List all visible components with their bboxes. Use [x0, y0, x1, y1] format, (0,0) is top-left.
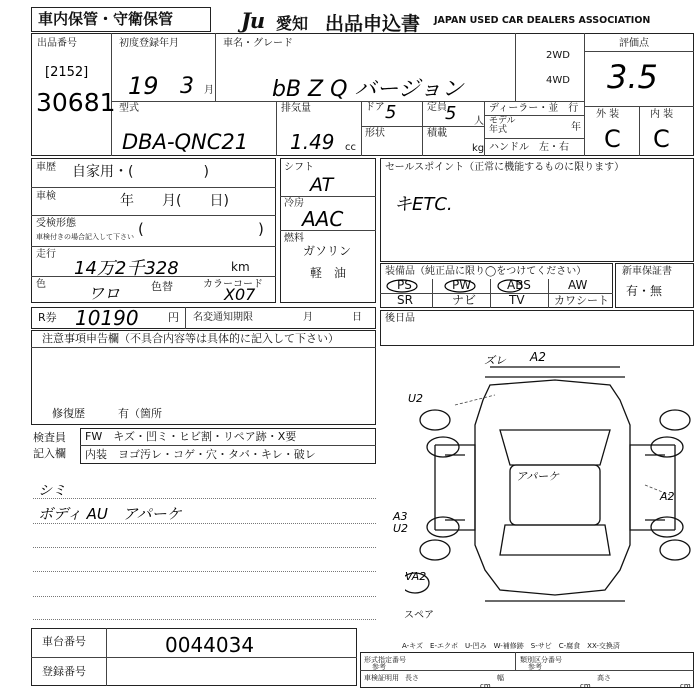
history-value: 自家用・( ) — [72, 164, 209, 180]
installed-label: 後日品 — [385, 313, 415, 324]
form-title: 出品申込書 — [325, 13, 421, 35]
divider — [31, 276, 276, 277]
width-label: 幅 — [497, 674, 504, 682]
equip-pw: PW — [452, 278, 472, 292]
comment-line — [33, 547, 376, 548]
inspection-value: 年 月( 日) — [120, 193, 229, 209]
comment-line — [33, 596, 376, 597]
chassis-label: 車台番号 — [42, 635, 86, 648]
doors-label: ドア — [365, 102, 385, 113]
divider — [280, 196, 376, 197]
repair-value: 有（箇所 — [118, 407, 162, 420]
displacement-unit: cc — [345, 142, 356, 153]
divider — [422, 101, 423, 156]
displacement-label: 排気量 — [281, 103, 311, 114]
fuel-gasoline: ガソリン — [303, 244, 352, 258]
month-unit: 月 — [204, 85, 214, 96]
inspector-row-2: 内装 ヨゴ汚レ・コゲ・穴・タバ・キレ・破レ — [85, 448, 316, 461]
damage-legend: A-キズ E-エクボ U-凹み W-補修跡 S-サビ C-腐食 XX-交換済 — [402, 642, 620, 650]
spare-label: スペア — [404, 610, 434, 621]
divider — [31, 215, 276, 216]
equipment-grid — [380, 279, 613, 308]
reception-note: 車検付きの場合記入して下さい — [36, 233, 134, 241]
certificate-label: 車検証明用 — [364, 674, 399, 682]
color-code-label: カラーコード — [203, 279, 263, 290]
capacity-label: 定員 — [427, 102, 447, 113]
divider — [80, 445, 376, 446]
lot-small-number: [2152] — [45, 65, 89, 80]
damage-mark-left-3: U2 — [393, 522, 409, 535]
divider — [111, 101, 584, 102]
equipment-label: 装備品（純正品に限り◯をつけてください） — [385, 266, 587, 277]
damage-mark-top-1: ズレ — [484, 354, 506, 367]
registration-number-label: 登録番号 — [42, 665, 86, 678]
lot-number: 30681 — [36, 88, 116, 117]
recycle-value: 10190 — [75, 306, 139, 330]
divider — [584, 51, 694, 52]
selling-points-label: セールスポイント（正常に機能するものに限ります） — [385, 162, 625, 173]
recycle-label: R券 — [38, 311, 57, 324]
inspector-comment-1: シミ — [38, 483, 66, 499]
interior-grade: C — [653, 125, 670, 153]
category-label: 類別区分番号 — [520, 656, 562, 664]
height-unit: cm — [680, 682, 691, 690]
height-label: 高さ — [597, 674, 611, 682]
color-label: 色 — [36, 279, 46, 290]
equip-aw: AW — [568, 278, 588, 292]
equip-tv: TV — [509, 293, 525, 307]
inspector-label-1: 検査員 — [33, 431, 66, 444]
damage-mark-rear: VA2 — [405, 570, 427, 583]
cert-label: 形式指定番号 — [364, 656, 406, 664]
lot-label: 出品番号 — [37, 38, 77, 49]
notes-label: 注意事項申告欄（不具合内容等は具体的に記入して下さい） — [42, 332, 339, 345]
recycle-unit: 円 — [168, 311, 179, 324]
length-unit: cm — [480, 682, 491, 690]
warranty-options: 有・無 — [626, 284, 663, 298]
model-year-label: モデル 年式 — [489, 116, 516, 135]
installed-block — [380, 310, 694, 346]
ju-logo: Ju — [241, 8, 265, 33]
logo-region: 愛知 — [276, 14, 309, 33]
comment-line — [33, 523, 376, 524]
divider — [361, 101, 362, 156]
reception-label: 受検形態 — [36, 218, 76, 229]
inspection-label: 車検 — [36, 191, 56, 202]
divider — [639, 106, 640, 156]
drive-2wd: 2WD — [546, 50, 570, 61]
fuel-diesel: 軽 油 — [310, 266, 347, 280]
divider — [515, 33, 516, 101]
damage-mark-right: A2 — [660, 490, 675, 503]
divider — [31, 246, 276, 247]
repair-label: 修復歴 — [52, 407, 85, 420]
interior-label: 内 装 — [650, 109, 674, 120]
inspector-row-1: FW キズ・凹ミ・ヒビ割・リペア跡・X要 — [85, 430, 297, 443]
registration-year: 19 — [128, 72, 159, 100]
registration-month: 3 — [180, 74, 194, 99]
drive-4wd: 4WD — [546, 75, 570, 86]
type-label: 型式 — [119, 103, 139, 114]
exterior-label: 外 装 — [596, 109, 620, 120]
warranty-label: 新車保証書 — [622, 266, 672, 277]
mileage-unit: km — [231, 260, 250, 274]
registration-label: 初度登録年月 — [119, 38, 179, 49]
equip-abs: ABS — [507, 278, 531, 292]
divider — [360, 670, 694, 671]
cert-ref: 参考 — [372, 663, 386, 671]
divider — [484, 115, 584, 116]
ac-label: 冷房 — [284, 198, 304, 209]
shift-value: AT — [310, 174, 334, 196]
chassis-number: 0044034 — [165, 633, 255, 657]
comment-line — [33, 498, 376, 499]
fuel-label: 燃料 — [284, 233, 304, 244]
shape-label: 形状 — [365, 128, 385, 139]
divider — [31, 657, 357, 658]
grade-label: 評価点 — [619, 38, 649, 49]
equipment-circle-marks — [380, 279, 613, 308]
equip-ps: PS — [397, 278, 412, 292]
divider — [515, 652, 516, 670]
grade-score: 3.5 — [607, 58, 658, 96]
equip-navi: ナビ — [452, 293, 477, 307]
width-unit: cm — [580, 682, 591, 690]
tax-label: 名変通知期限 — [193, 312, 253, 323]
divider — [31, 347, 376, 348]
exterior-grade: C — [604, 125, 621, 153]
mileage-label: 走行 — [36, 249, 56, 260]
color-change-label: 色替 — [151, 280, 173, 293]
dealer-parallel: ディーラー・並 行 — [489, 103, 579, 114]
category-ref: 参考 — [528, 663, 542, 671]
model-type: DBA-QNC21 — [122, 130, 249, 154]
bracket-close: ) — [258, 220, 264, 238]
divider — [484, 101, 485, 156]
history-label: 車歴 — [36, 162, 56, 173]
ac-value: AAC — [302, 207, 344, 231]
load-unit: kg — [472, 143, 485, 154]
inspector-label-2: 記入欄 — [33, 447, 66, 460]
tax-month: 月 — [303, 312, 313, 323]
year-unit: 年 — [571, 122, 581, 133]
inspector-comment-2: ボディ AU アパーケ — [38, 505, 182, 523]
equip-seat: カワシート — [554, 294, 609, 307]
comment-line — [33, 619, 376, 620]
bracket-open: ( — [138, 220, 144, 238]
equip-sr: SR — [397, 293, 413, 307]
damage-mark-left-2: A3 — [393, 510, 408, 523]
capacity: 5 — [445, 103, 457, 124]
color-value: ワロ — [88, 284, 121, 303]
color-code: X07 — [224, 285, 256, 304]
divider — [484, 138, 584, 139]
storage-badge-text: 車内保管・守衛保管 — [38, 10, 174, 28]
divider — [276, 101, 277, 156]
displacement: 1.49 — [290, 130, 335, 154]
capacity-unit: 人 — [474, 116, 484, 127]
divider — [185, 307, 186, 329]
doors: 5 — [385, 102, 397, 123]
length-label: 長さ — [405, 674, 419, 682]
association-name: JAPAN USED CAR DEALERS ASSOCIATION — [434, 15, 651, 26]
damage-mark-left-1: U2 — [408, 392, 424, 405]
divider — [215, 33, 216, 101]
tax-day: 日 — [352, 312, 362, 323]
mileage-value: 14万2千328 — [74, 258, 179, 279]
divider — [280, 230, 376, 231]
model-name: bB Z Q バージョン — [272, 77, 464, 102]
model-name-label: 車名・グレード — [223, 38, 293, 49]
selling-points-value: キETC. — [394, 194, 453, 215]
load-label: 積載 — [427, 128, 447, 139]
handle-label: ハンドル 左・右 — [489, 142, 569, 153]
comment-line — [33, 571, 376, 572]
damage-mark-top-2: A2 — [530, 350, 546, 364]
shift-label: シフト — [284, 162, 314, 173]
divider — [361, 126, 484, 127]
damage-mark-center: アパーケ — [516, 470, 560, 483]
divider — [31, 187, 276, 188]
